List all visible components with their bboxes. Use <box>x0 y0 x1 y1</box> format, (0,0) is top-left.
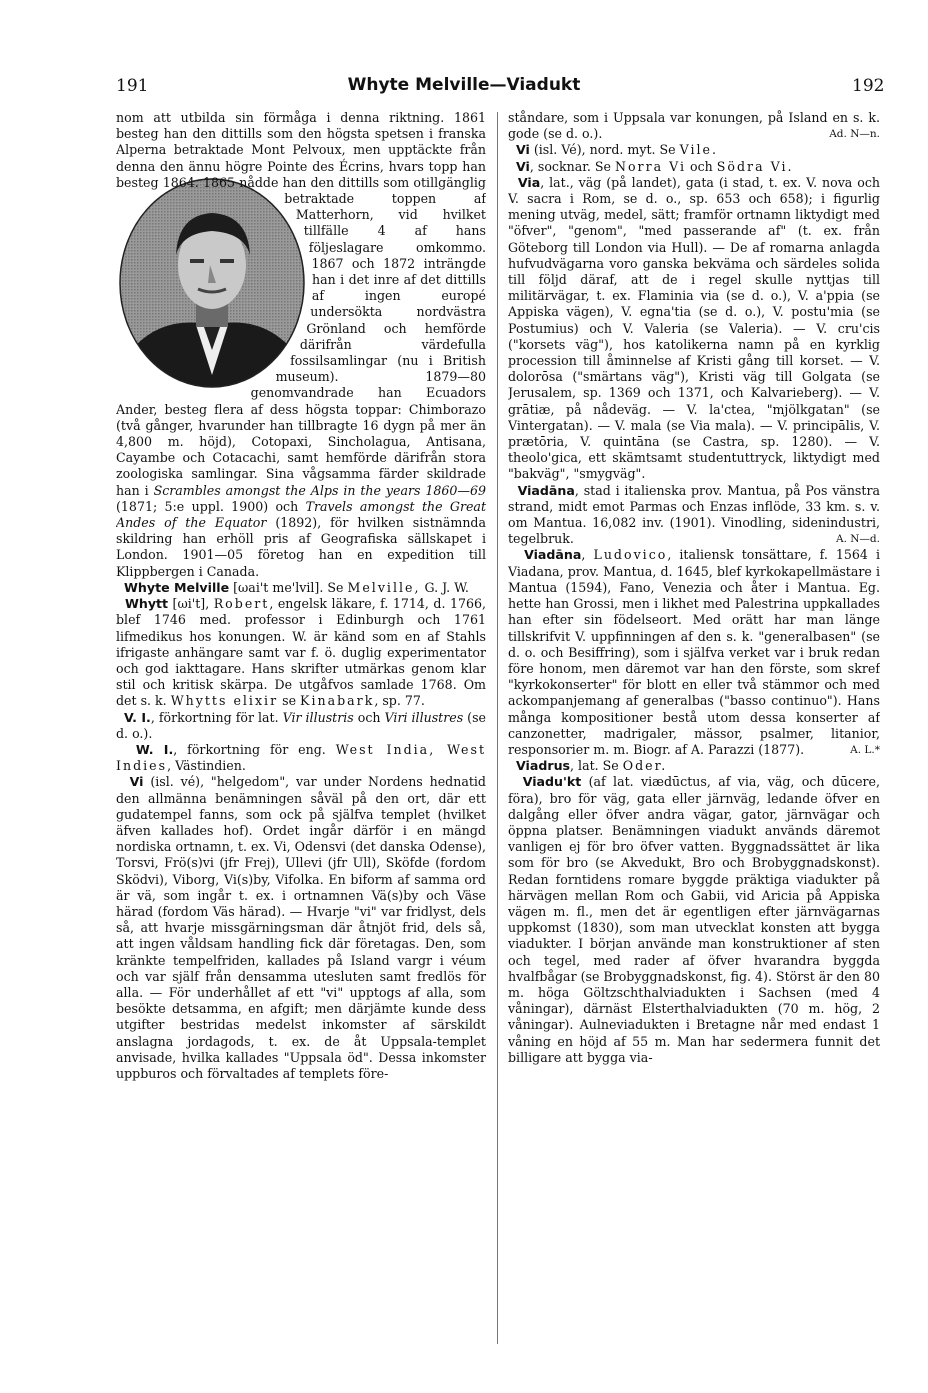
entry-vi-socknar: Vi, socknar. Se Norra Vi och Södra Vi. <box>516 158 794 174</box>
portrait-whymper <box>116 175 308 391</box>
entry-viadrus: Viadrus, lat. Se Oder. <box>516 758 668 774</box>
column-divider <box>497 112 498 1344</box>
headword: Whyte Melville <box>124 579 230 595</box>
portrait-photo <box>116 175 308 391</box>
entry-vi-continued: ståndare, som i Uppsala var konungen, på Island en s. k. gode (se d. o.). Ad. N—n. <box>508 110 880 142</box>
cross-reference: Oder. <box>622 758 668 774</box>
author-signature: A. N—d. <box>835 533 880 546</box>
headword: W. I. <box>135 741 174 757</box>
cross-reference: Norra Vi <box>614 158 687 174</box>
entry-whytt: Whytt [ωi't], Robert, engelsk läkare, f. 1714, d. 1766, blef 1746 med. professor i Edinburgh och 1761 lifmedikus hos konungen. W. är känd som en af Stahls ifrigaste anhängare samt var f. ö. duglig experimentator och god iakttagare. Hans skrifter utmärkas genom klar stil och kritisk skärpa. De utgåfvos samlade 1768. Om det s. k. Whytts elixir se Kinabark, sp. 77. <box>116 596 486 709</box>
entry-w-i: W. I., förkortning för eng. West India, West Indies, Västindien. <box>116 741 486 774</box>
headword: Vi <box>516 142 530 158</box>
page-number-left: 191 <box>116 76 149 96</box>
cross-reference: Vile. <box>679 142 718 158</box>
cross-reference: Melville, <box>347 579 421 595</box>
page-header <box>0 0 928 110</box>
headword: Viadu'kt <box>522 774 582 790</box>
cross-reference: Södra Vi. <box>716 158 794 174</box>
right-column <box>508 110 880 1376</box>
entry-whyte-melville: Whyte Melville [ωai't me'lvil]. Se Melville, G. J. W. <box>124 579 469 595</box>
headword: Viadāna <box>524 547 582 563</box>
headword: Viadrus <box>516 758 571 774</box>
headword: V. I. <box>124 709 151 725</box>
entry-v-i: V. I., förkortning för lat. Vir illustris och Viri illustres (se d. o.). <box>116 709 486 741</box>
entry-vi-helgedom: Vi (isl. vé), "helgedom", var under Nordens hednatid den allmänna benämningen såväl på den ort, där ett gudatempel fanns, som ock på själfva templet (hvilket äfven kallades hof). Ordet ingår därför i en mängd nordiska ortnamn, t. ex. Vi, Odensvi (det danska Odense), Torsvi, Frö(s)vi (jfr Frej), Ullevi (jfr Ull), Sköfde (fordom Sködvi), Viborg, Vi(s)by, Vifolka. En biform af samma ord är vä, som ingår t. ex. i ortnamnen Vä(s)by och Väse härad (fordom Väs härad). — Hvarje "vi" var fridlyst, dels så, att hvarje missgärningsman där åtnjöt frid, dels så, att ingen våldsam handling fick där företagas. Den, som kränkte tempelfriden, kallades på Island vargr i véum och var själf från densamma utesluten samt fredlös för alla. — För underhållet af ett "vi" upptogs af alla, som besökte detsamma, en afgift; men därjämte kunde dess utgifter bestridas medelst inkomster af särskildt anslagna jordagods, t. ex. de åt Uppsala-templet anvisade, hvilka kallades "Uppsala öd". Dessa inkomster uppburos och förvaltades af templets före- <box>116 774 486 1081</box>
author-signature: Ad. N—n. <box>829 128 880 141</box>
entry-vi-myt: Vi (isl. Vé), nord. myt. Se Vile. <box>516 142 718 158</box>
entry-viadana-ludovico: Viadāna, Ludovico, italiensk tonsättare, f. 1564 i Viadana, prov. Mantua, d. 1645, blef kyrkokapellmästare i Mantua (1594), Fano, Venezia och åter i Mantua. Eg. hette han Grossi, men i likhet med Palestrina uppkallades han efter sin födelseort. Med orätt har man länge tillskrifvit V. uppfinningen af den s. k. "generalbasen" (se d. o. och Besiffring), som i själfva verket var i bruk redan före honom, men däremot var han den förste, som skref "kyrkokonserter" för blott en eller två stämmor och med ackompanjemang af generalbas ("basso continuo"). Hans många kompositioner bestå utom dessa konserter af canzonetter, madrigaler, mässor, psalmer, litanior, responsorier m. m. Biogr. af A. Parazzi (1877). A. L.* <box>508 547 880 757</box>
entry-viadukt: Viadu'kt (af lat. viædūctus, af via, väg, och dūcere, föra), bro för väg, gata eller järnväg, ledande öfver en dalgång eller öfver andra vägar, gator, järnvägar och öppna platser. Benämningen viadukt används däremot vanligen ej för bro öfver vatten. Byggnadssättet är lika som för bro (se Akvedukt, Bro och Brobyggnadskonst). Redan forntidens romare byggde präktiga viadukter på härvägen mellan Rom och Gabii, vid Aricia på Appiska vägen m. fl., men det är egentligen efter järnvägarnas uppkomst (1830), som man utvecklat konsten att bygga viadukter. I början använde man konstruktioner af sten och tegel, med rader af öfver hvarandra byggda hvalfbågar (se Brobyggnadskonst, fig. 4). Störst är den 80 m. höga Göltzschthalviadukten i Sachsen (med 4 våningar), därnäst Elsterthalviadukten (70 m. hög, 2 våningar). Aulneviadukten i Bretagne når med endast 1 våning en höjd af 55 m. Man har sedermera funnit det billigare att bygga via- <box>508 774 880 1065</box>
running-head: Whyte Melville—Viadukt <box>347 75 581 95</box>
entry-whymper-continued: nom att utbilda sin förmåga i denna riktning. 1861 besteg han den dittills som den högsta spetsen i franska Alperna betraktade Mont Pelvoux, men upptäckte från denna den ännu högre Pointe des Écrins, hvars topp han besteg 1864. 1865 nådde han den dittills som otillgänglig betraktade toppen af Matterhorn, vid hvilket tillfälle 4 af hans följeslagare omkommo. 1867 och 1872 inträngde han i det inre af det dittills af ingen europé undersökta nordvästra Grönland och hemförde därifrån värdefulla fossilsamlingar (nu i British museum). 1879—80 genomvandrade han Ecuadors Ander, besteg flera af dess högsta toppar: Chimborazo (två gånger, hvarunder han tillbragte 16 dygn på mer än 4,800 m. höjd), Cotopaxi, Sincholagua, Antisana, Cayambe och Cotacachi, samt hemförde därifrån stora zoologiska samlingar. Sina vågsamma färder skildrade han i Scrambles amongst the Alps in the years 1860—69 (1871; 5:e uppl. 1900) och Travels amongst the Great Andes of the Equator (1892), för hvilken sistnämnda skildring han erhöll pris af Geografiska sällskapet i London. 1901—05 företog han en expedition till Klippbergen i Canada. <box>116 110 486 579</box>
headword: Viadāna <box>517 482 575 498</box>
entry-via: Via, lat., väg (på landet), gata (i stad, t. ex. V. nova och V. sacra i Rom, se d. o., sp. 653 och 658); i figurlig mening utväg, medel, sätt; framför ortnamn liktydigt med "öfver", "genom", "med passerande af" (t. ex. från Göteborg till London via Hull). — De af romarna anlagda hufvudvägarna voro ganska bekväma och särdeles solida till följd däraf, att de i regel skulle nyttjas till militärvägar, t. ex. Flaminia via (se d. o.), V. a'ppia (se Appiska vägen), V. egna'tia (se d. o.), V. postu'mia (se Postumius) och V. Valeria (se Valeria). — V. cru'cis ("korsets väg"), hos katolikerna namn på en kyrklig procession till åminnelse af Kristi gång till korset. — V. dolorōsa ("smärtans väg"), Kristi väg till Golgata (se Jerusalem, sp. 1369 och 1371, och Kalvarieberg). — V. grātiæ, på nådeväg. — V. la'ctea, "mjölkgatan" (se Vintergatan). — V. mala (se Via mala). — V. principālis, V. prætōria, V. quintāna (se Castra, sp. 1280). — V. theolo'gica, ett skämtsamt studentuttryck, liktydigt med "bakväg", "smygväg". <box>508 174 880 482</box>
headword: Vi <box>129 774 144 790</box>
page-number-right: 192 <box>852 76 885 96</box>
headword: Whytt <box>124 596 169 612</box>
headword: Via <box>517 174 541 190</box>
author-signature: A. L.* <box>850 743 880 756</box>
entry-viadana-stad: Viadāna, stad i italienska prov. Mantua, på Pos vänstra strand, midt emot Parmas och Enzas inflöde, 33 km. s. v. om Mantua. 16,082 inv. (1901). Vinodling, sidenindustri, tegelbruk. A. N—d. <box>508 482 880 547</box>
cross-reference: Kinabark <box>300 693 375 709</box>
headword: Vi <box>516 158 530 174</box>
left-column <box>116 110 486 1376</box>
